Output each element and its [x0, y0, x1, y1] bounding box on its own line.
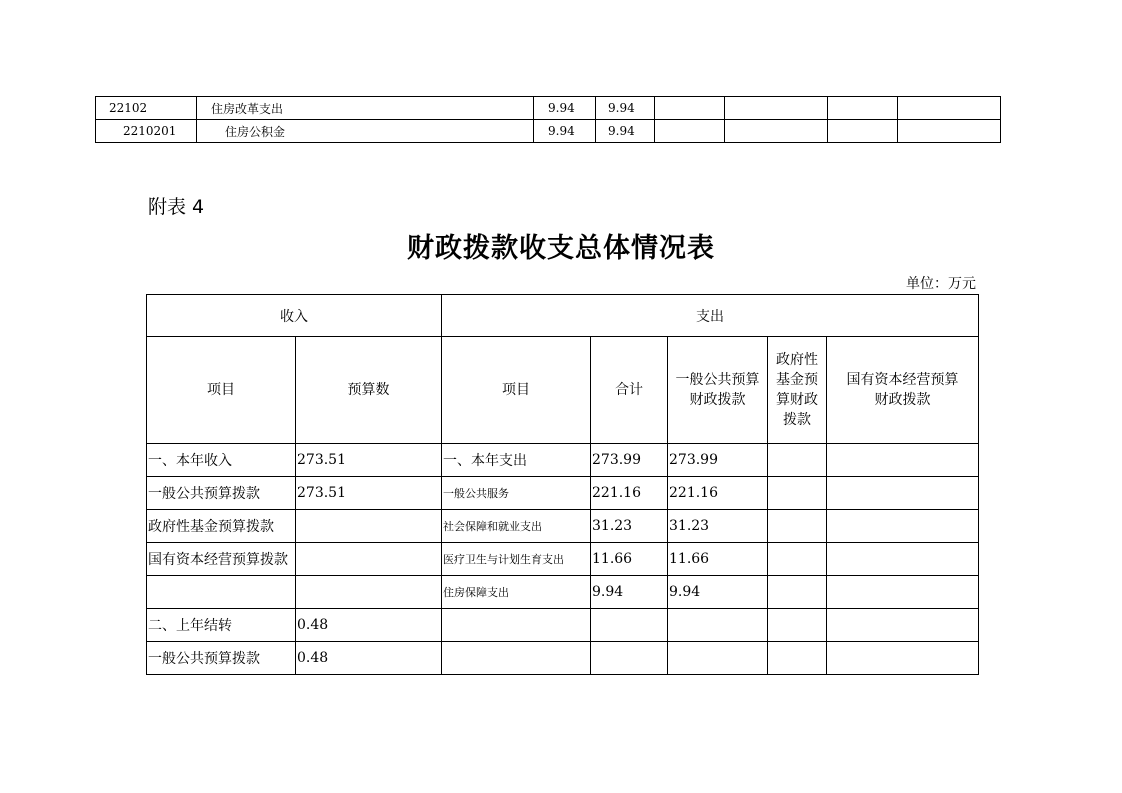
table-row: [96, 120, 1001, 143]
expense-total: [591, 642, 668, 675]
col-state-capital: 国有资本经营预算财政拨款: [827, 337, 979, 444]
subject-name: 住房公积金: [197, 120, 534, 143]
expense-total: [591, 609, 668, 642]
page-title: 财政拨款收支总体情况表: [407, 233, 715, 264]
subheader-row: [147, 337, 979, 444]
expense-general: 273.99: [668, 444, 768, 477]
income-item: 国有资本经营预算拨款: [147, 543, 296, 576]
table-row: [147, 444, 979, 477]
table-row: [147, 642, 979, 675]
col-fund-budget: 政府性基金预算财政拨款: [768, 337, 827, 444]
expense-total: 221.16: [591, 477, 668, 510]
subject-code: 22102: [96, 97, 197, 120]
unit-label: 单位：万元: [906, 276, 976, 292]
expense-total: 9.94: [591, 576, 668, 609]
table-row: [147, 543, 979, 576]
col-item-expense: 项目: [442, 337, 591, 444]
expense-general: 11.66: [668, 543, 768, 576]
header-row: [147, 295, 979, 337]
col-budget: 预算数: [296, 337, 442, 444]
income-value: 273.51: [296, 477, 442, 510]
income-value: [296, 510, 442, 543]
expense-general: [668, 609, 768, 642]
expense-general: [668, 642, 768, 675]
expense-header: 支出: [442, 295, 979, 337]
income-item: 一般公共预算拨款: [147, 642, 296, 675]
table-row: [147, 510, 979, 543]
income-item: 一、本年收入: [147, 444, 296, 477]
income-item: 二、上年结转: [147, 609, 296, 642]
subject-name: 住房改革支出: [197, 97, 534, 120]
expense-item: [442, 642, 591, 675]
amount-basic: 9.94: [596, 97, 655, 120]
income-value: 0.48: [296, 609, 442, 642]
fiscal-appropriation-table: [146, 294, 979, 675]
expense-general: 31.23: [668, 510, 768, 543]
expense-item: 一般公共服务: [442, 477, 591, 510]
amount-basic: 9.94: [596, 120, 655, 143]
income-value: 273.51: [296, 444, 442, 477]
expense-general: 221.16: [668, 477, 768, 510]
amount-total: 9.94: [534, 120, 596, 143]
table-row: [96, 97, 1001, 120]
income-value: 0.48: [296, 642, 442, 675]
expense-item: 社会保障和就业支出: [442, 510, 591, 543]
expense-total: 31.23: [591, 510, 668, 543]
amount-total: 9.94: [534, 97, 596, 120]
subject-code: 2210201: [96, 120, 197, 143]
income-item: 一般公共预算拨款: [147, 477, 296, 510]
income-item: [147, 576, 296, 609]
continued-expenditure-table: [95, 96, 1001, 143]
table-row: [147, 477, 979, 510]
income-value: [296, 543, 442, 576]
expense-total: 11.66: [591, 543, 668, 576]
income-header: 收入: [147, 295, 442, 337]
expense-item: [442, 609, 591, 642]
income-item: 政府性基金预算拨款: [147, 510, 296, 543]
table-row: [147, 576, 979, 609]
expense-item: 医疗卫生与计划生育支出: [442, 543, 591, 576]
table-row: [147, 609, 979, 642]
expense-item: 住房保障支出: [442, 576, 591, 609]
col-total: 合计: [591, 337, 668, 444]
expense-general: 9.94: [668, 576, 768, 609]
expense-item: 一、本年支出: [442, 444, 591, 477]
col-general-budget: 一般公共预算财政拨款: [668, 337, 768, 444]
col-item: 项目: [147, 337, 296, 444]
appendix-label: 附表 4: [148, 196, 205, 218]
income-value: [296, 576, 442, 609]
expense-total: 273.99: [591, 444, 668, 477]
